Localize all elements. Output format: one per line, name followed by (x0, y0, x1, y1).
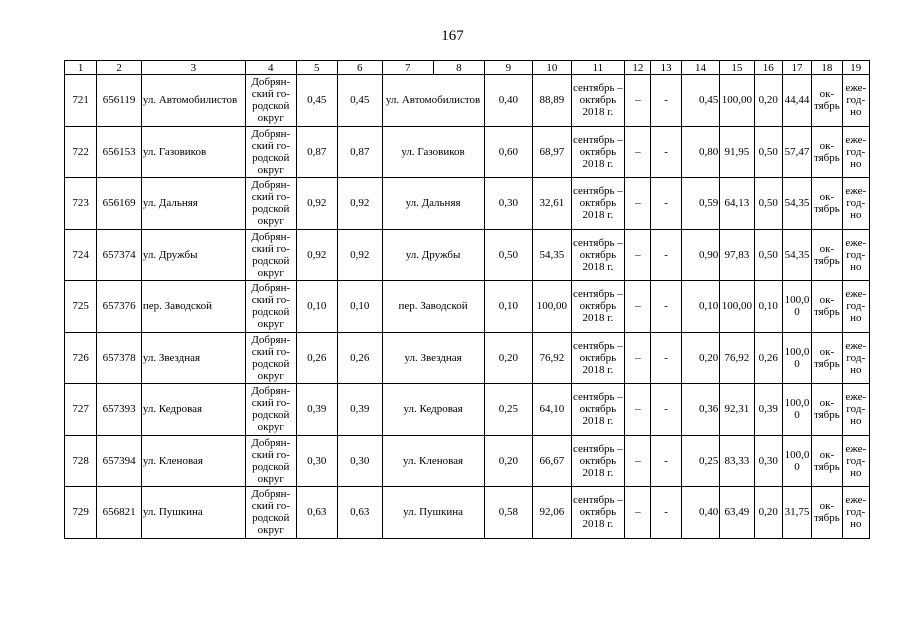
value-col-15: 92,31 (720, 384, 754, 436)
value-col-14: 0,10 (681, 281, 719, 333)
value-col-14: 0,25 (681, 435, 719, 487)
value-col-13: - (651, 178, 681, 230)
value-col-10: 32,61 (533, 178, 571, 230)
street-name: ул. Дружбы (141, 229, 245, 281)
header-cell: 6 (338, 61, 382, 75)
value-col-9: 0,25 (484, 384, 533, 436)
street-name-repeat: ул. Пушкина (382, 487, 484, 539)
table-row (65, 178, 870, 230)
value-col-17: 100,0 0 (782, 384, 811, 436)
value-col-16: 0,10 (754, 281, 782, 333)
value-col-16: 0,50 (754, 178, 782, 230)
object-id: 656119 (97, 75, 141, 127)
street-name-repeat: ул. Автомобилистов (382, 75, 484, 127)
month: ок-тябрь (812, 75, 842, 127)
table-row (65, 487, 870, 539)
municipality: Добрян-ский го-родской округ (246, 281, 297, 333)
object-id: 656821 (97, 487, 141, 539)
row-number: 729 (65, 487, 97, 539)
table-row (65, 281, 870, 333)
object-id: 656169 (97, 178, 141, 230)
value-col-10: 68,97 (533, 126, 571, 178)
value-col-17: 31,75 (782, 487, 811, 539)
header-cell: 9 (484, 61, 533, 75)
value-col-10: 66,67 (533, 435, 571, 487)
header-cell: 18 (812, 61, 842, 75)
municipality: Добрян-ский го-родской округ (246, 435, 297, 487)
month: ок-тябрь (812, 384, 842, 436)
value-col-9: 0,58 (484, 487, 533, 539)
value-col-17: 100,0 0 (782, 332, 811, 384)
value-col-12: – (625, 281, 651, 333)
frequency: еже-год-но (842, 487, 869, 539)
table-row (65, 435, 870, 487)
table-row (65, 126, 870, 178)
value-col-5: 0,92 (296, 229, 337, 281)
municipality: Добрян-ский го-родской округ (246, 487, 297, 539)
value-col-12: – (625, 126, 651, 178)
value-col-9: 0,50 (484, 229, 533, 281)
street-name: ул. Кедровая (141, 384, 245, 436)
object-id: 657376 (97, 281, 141, 333)
value-col-15: 100,00 (720, 281, 754, 333)
value-col-12: – (625, 384, 651, 436)
value-col-6: 0,45 (338, 75, 382, 127)
month: ок-тябрь (812, 229, 842, 281)
value-col-14: 0,80 (681, 126, 719, 178)
header-cell: 13 (651, 61, 681, 75)
value-col-17: 44,44 (782, 75, 811, 127)
municipality: Добрян-ский го-родской округ (246, 229, 297, 281)
period: сентябрь – октябрь 2018 г. (571, 435, 625, 487)
header-cell: 16 (754, 61, 782, 75)
value-col-9: 0,10 (484, 281, 533, 333)
street-name: ул. Кленовая (141, 435, 245, 487)
object-id: 656153 (97, 126, 141, 178)
street-name-repeat: ул. Дальняя (382, 178, 484, 230)
object-id: 657378 (97, 332, 141, 384)
object-id: 657394 (97, 435, 141, 487)
value-col-14: 0,45 (681, 75, 719, 127)
month: ок-тябрь (812, 487, 842, 539)
value-col-9: 0,20 (484, 332, 533, 384)
value-col-5: 0,39 (296, 384, 337, 436)
value-col-10: 100,00 (533, 281, 571, 333)
value-col-15: 83,33 (720, 435, 754, 487)
row-number: 722 (65, 126, 97, 178)
value-col-14: 0,20 (681, 332, 719, 384)
period: сентябрь – октябрь 2018 г. (571, 487, 625, 539)
page-number: 167 (441, 28, 464, 44)
street-name: ул. Дальняя (141, 178, 245, 230)
row-number: 725 (65, 281, 97, 333)
street-name: ул. Автомобилистов (141, 75, 245, 127)
frequency: еже-год-но (842, 178, 869, 230)
value-col-12: – (625, 178, 651, 230)
value-col-6: 0,92 (338, 178, 382, 230)
value-col-13: - (651, 332, 681, 384)
value-col-15: 97,83 (720, 229, 754, 281)
value-col-13: - (651, 281, 681, 333)
value-col-12: – (625, 229, 651, 281)
header-cell: 15 (720, 61, 754, 75)
value-col-5: 0,92 (296, 178, 337, 230)
street-name-repeat: ул. Звездная (382, 332, 484, 384)
value-col-12: – (625, 487, 651, 539)
value-col-16: 0,20 (754, 75, 782, 127)
header-cell: 8 (434, 61, 485, 75)
data-table (64, 60, 870, 539)
month: ок-тябрь (812, 435, 842, 487)
value-col-5: 0,26 (296, 332, 337, 384)
municipality: Добрян-ский го-родской округ (246, 126, 297, 178)
month: ок-тябрь (812, 178, 842, 230)
header-cell: 14 (681, 61, 719, 75)
street-name: ул. Пушкина (141, 487, 245, 539)
value-col-16: 0,39 (754, 384, 782, 436)
frequency: еже-год-но (842, 332, 869, 384)
value-col-16: 0,30 (754, 435, 782, 487)
value-col-16: 0,50 (754, 126, 782, 178)
value-col-9: 0,60 (484, 126, 533, 178)
value-col-6: 0,30 (338, 435, 382, 487)
value-col-14: 0,36 (681, 384, 719, 436)
municipality: Добрян-ский го-родской округ (246, 75, 297, 127)
value-col-10: 64,10 (533, 384, 571, 436)
street-name-repeat: ул. Кленовая (382, 435, 484, 487)
street-name: ул. Звездная (141, 332, 245, 384)
value-col-5: 0,87 (296, 126, 337, 178)
period: сентябрь – октябрь 2018 г. (571, 75, 625, 127)
value-col-15: 100,00 (720, 75, 754, 127)
value-col-16: 0,26 (754, 332, 782, 384)
header-cell: 4 (246, 61, 297, 75)
value-col-5: 0,63 (296, 487, 337, 539)
frequency: еже-год-но (842, 126, 869, 178)
value-col-6: 0,39 (338, 384, 382, 436)
header-cell: 3 (141, 61, 245, 75)
value-col-6: 0,10 (338, 281, 382, 333)
month: ок-тябрь (812, 332, 842, 384)
header-cell: 17 (782, 61, 811, 75)
value-col-6: 0,26 (338, 332, 382, 384)
value-col-9: 0,40 (484, 75, 533, 127)
row-number: 728 (65, 435, 97, 487)
frequency: еже-год-но (842, 75, 869, 127)
value-col-17: 57,47 (782, 126, 811, 178)
municipality: Добрян-ский го-родской округ (246, 384, 297, 436)
value-col-15: 91,95 (720, 126, 754, 178)
value-col-14: 0,40 (681, 487, 719, 539)
header-cell: 5 (296, 61, 337, 75)
value-col-16: 0,20 (754, 487, 782, 539)
value-col-13: - (651, 487, 681, 539)
value-col-12: – (625, 332, 651, 384)
value-col-10: 54,35 (533, 229, 571, 281)
object-id: 657374 (97, 229, 141, 281)
header-cell: 10 (533, 61, 571, 75)
value-col-14: 0,59 (681, 178, 719, 230)
table-row (65, 332, 870, 384)
street-name: ул. Газовиков (141, 126, 245, 178)
municipality: Добрян-ский го-родской округ (246, 332, 297, 384)
header-cell: 19 (842, 61, 869, 75)
value-col-13: - (651, 229, 681, 281)
value-col-10: 76,92 (533, 332, 571, 384)
table-row (65, 75, 870, 127)
frequency: еже-год-но (842, 384, 869, 436)
street-name-repeat: ул. Кедровая (382, 384, 484, 436)
frequency: еже-год-но (842, 229, 869, 281)
value-col-12: – (625, 435, 651, 487)
street-name-repeat: ул. Газовиков (382, 126, 484, 178)
street-name-repeat: ул. Дружбы (382, 229, 484, 281)
value-col-10: 92,06 (533, 487, 571, 539)
row-number: 724 (65, 229, 97, 281)
table-row (65, 229, 870, 281)
month: ок-тябрь (812, 281, 842, 333)
street-name: пер. Заводской (141, 281, 245, 333)
value-col-6: 0,63 (338, 487, 382, 539)
period: сентябрь – октябрь 2018 г. (571, 332, 625, 384)
street-name-repeat: пер. Заводской (382, 281, 484, 333)
row-number: 721 (65, 75, 97, 127)
period: сентябрь – октябрь 2018 г. (571, 229, 625, 281)
value-col-13: - (651, 435, 681, 487)
value-col-13: - (651, 75, 681, 127)
value-col-15: 63,49 (720, 487, 754, 539)
month: ок-тябрь (812, 126, 842, 178)
value-col-5: 0,30 (296, 435, 337, 487)
period: сентябрь – октябрь 2018 г. (571, 384, 625, 436)
header-cell: 1 (65, 61, 97, 75)
value-col-9: 0,30 (484, 178, 533, 230)
object-id: 657393 (97, 384, 141, 436)
value-col-17: 54,35 (782, 229, 811, 281)
row-number: 723 (65, 178, 97, 230)
frequency: еже-год-но (842, 281, 869, 333)
value-col-6: 0,92 (338, 229, 382, 281)
municipality: Добрян-ский го-родской округ (246, 178, 297, 230)
row-number: 726 (65, 332, 97, 384)
header-cell: 2 (97, 61, 141, 75)
header-cell: 7 (382, 61, 434, 75)
header-row (65, 61, 870, 75)
period: сентябрь – октябрь 2018 г. (571, 126, 625, 178)
period: сентябрь – октябрь 2018 г. (571, 178, 625, 230)
value-col-13: - (651, 384, 681, 436)
header-cell: 12 (625, 61, 651, 75)
value-col-17: 100,0 0 (782, 281, 811, 333)
value-col-15: 64,13 (720, 178, 754, 230)
header-cell: 11 (571, 61, 625, 75)
frequency: еже-год-но (842, 435, 869, 487)
period: сентябрь – октябрь 2018 г. (571, 281, 625, 333)
value-col-5: 0,10 (296, 281, 337, 333)
value-col-6: 0,87 (338, 126, 382, 178)
value-col-5: 0,45 (296, 75, 337, 127)
table-row (65, 384, 870, 436)
value-col-17: 100,0 0 (782, 435, 811, 487)
value-col-15: 76,92 (720, 332, 754, 384)
row-number: 727 (65, 384, 97, 436)
value-col-12: – (625, 75, 651, 127)
value-col-14: 0,90 (681, 229, 719, 281)
value-col-17: 54,35 (782, 178, 811, 230)
value-col-9: 0,20 (484, 435, 533, 487)
value-col-16: 0,50 (754, 229, 782, 281)
value-col-10: 88,89 (533, 75, 571, 127)
value-col-13: - (651, 126, 681, 178)
